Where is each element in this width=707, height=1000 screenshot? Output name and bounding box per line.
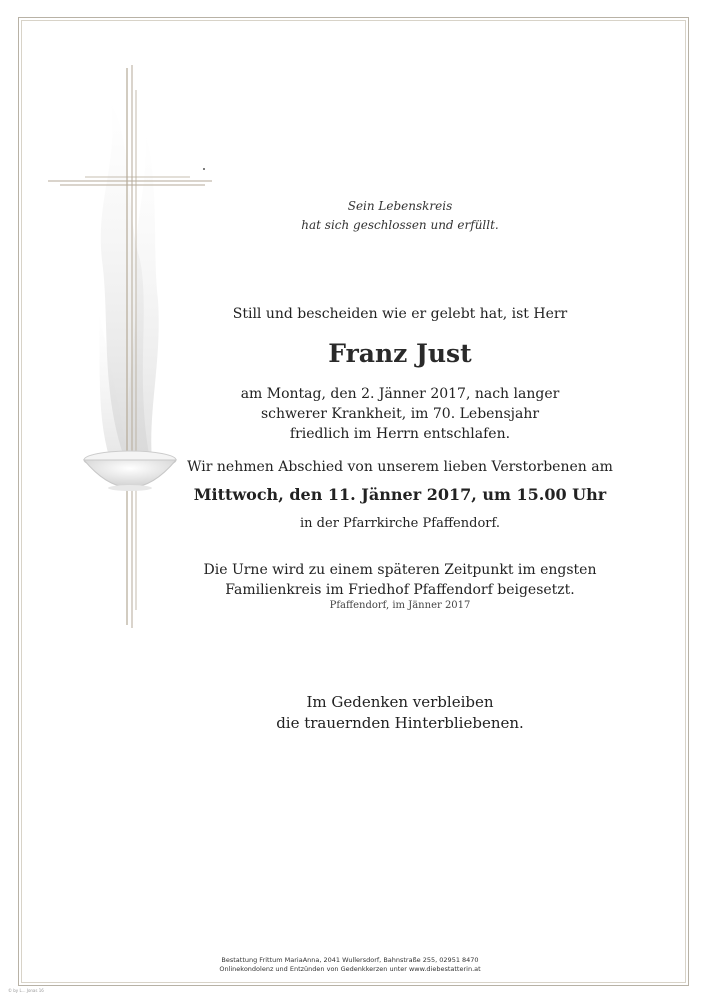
death-notice [200, 384, 600, 444]
motto-line: hat sich geschlossen und erfüllt. [301, 218, 499, 232]
flame-icon [98, 100, 159, 460]
death-line: schwerer Krankheit, im 70. Lebensjahr [260, 406, 540, 422]
urn-line: Die Urne wird zu einem späteren Zeitpunkt im engsten [203, 562, 597, 578]
closing-line: Im Gedenken verbleiben [306, 693, 494, 711]
bowl-icon [84, 451, 176, 491]
church-location: in der Pfarrkirche Pfaffendorf. [300, 516, 500, 531]
footer-line: Onlinekondolenz und Entzünden von Gedenkkerzen unter www.diebestatterin.at [219, 965, 481, 973]
closing-text [200, 692, 600, 734]
footer-line: Bestattung Frittum MariaAnna, 2041 Wullersdorf, Bahnstraße 255, 02951 8470 [221, 956, 479, 964]
deceased-name: Franz Just [328, 339, 472, 368]
footer [150, 956, 550, 974]
closing-line: die trauernden Hinterbliebenen. [276, 714, 524, 732]
service-date: Mittwoch, den 11. Jänner 2017, um 15.00 Uhr [193, 485, 607, 504]
place-date: Pfaffendorf, im Jänner 2017 [329, 600, 471, 611]
farewell-text: Wir nehmen Abschied von unserem lieben Verstorbenen am [187, 459, 613, 475]
urn-line: Familienkreis im Friedhof Pfaffendorf beigesetzt. [225, 582, 575, 598]
intro-text: Still und bescheiden wie er gelebt hat, ist Herr [232, 306, 568, 322]
urn-notice [180, 560, 620, 600]
death-line: am Montag, den 2. Jänner 2017, nach langer [240, 386, 560, 402]
motto [200, 197, 600, 235]
cross-ornament [40, 60, 225, 640]
death-line: friedlich im Herrn entschlafen. [289, 426, 511, 442]
motto-line: Sein Lebenskreis [347, 199, 453, 213]
speck [203, 168, 205, 170]
print-code: © by L... Jonas 16 [8, 988, 44, 993]
